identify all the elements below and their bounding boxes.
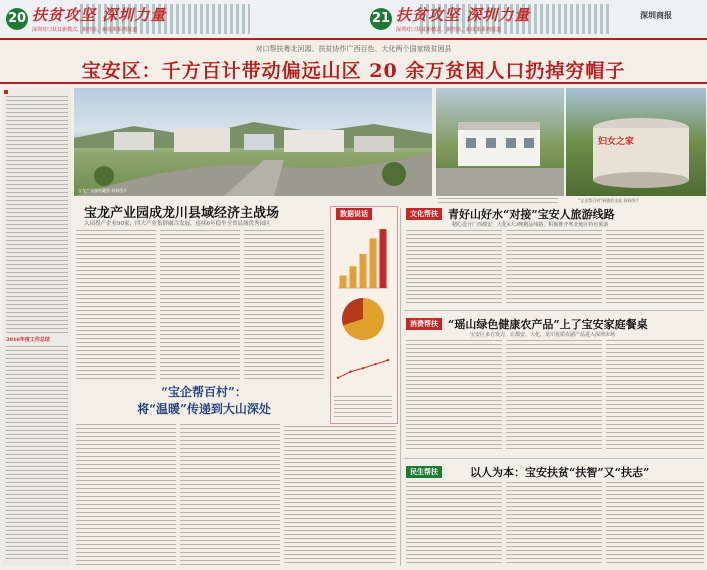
pie-chart bbox=[340, 296, 386, 342]
banner-subtitle-left: 深圳对口扶贫新模式、新经验、新成果系列报道 bbox=[32, 27, 138, 33]
page-number-right: 21 bbox=[370, 8, 392, 30]
section-rule-1 bbox=[404, 310, 704, 311]
culture-col-3 bbox=[606, 230, 704, 306]
bar-2018 bbox=[380, 229, 387, 288]
bar-2017 bbox=[370, 238, 377, 288]
page-number-left: 20 bbox=[6, 8, 28, 30]
headline-rule bbox=[0, 82, 707, 84]
quote-village-line2: 将“温暖”传递到大山深处 bbox=[137, 402, 271, 416]
line-point-2 bbox=[362, 367, 364, 369]
left-column-text-2 bbox=[6, 346, 68, 562]
section-rule-2 bbox=[404, 458, 704, 459]
industrial-park-caption: 宝龙产业园鸟瞰图 资料图片 bbox=[78, 188, 128, 193]
village-photo-caption-lines bbox=[438, 198, 558, 206]
village-building-photo bbox=[436, 88, 564, 196]
line-point-4 bbox=[387, 359, 389, 361]
livelihood-col-2 bbox=[506, 482, 602, 566]
consumption-col-3 bbox=[606, 340, 704, 452]
consumption-title: “瑶山绿色健康农产品”上了宝安家庭餐桌 bbox=[448, 318, 648, 331]
consumption-label: 消费帮扶 bbox=[406, 318, 442, 330]
data-box-notes bbox=[334, 396, 392, 418]
quote-village-col-2 bbox=[180, 424, 280, 566]
industrial-park-title: 宝龙产业园成龙川县域经济主战场 bbox=[84, 206, 280, 221]
bar-chart bbox=[334, 222, 392, 292]
banner-title-right: 扶贫攻坚 深圳力量 bbox=[396, 6, 531, 24]
consumption-col-1 bbox=[406, 340, 502, 452]
data-box-label: 数据说话 bbox=[336, 208, 372, 220]
left-column-quote: 2016年度工作总结 bbox=[6, 337, 50, 343]
banner-subtitle-right: 深圳对口扶贫新模式、新经验、新成果系列报道 bbox=[396, 27, 502, 33]
line-point-3 bbox=[374, 363, 376, 365]
column-divider bbox=[400, 208, 401, 566]
line-point-0 bbox=[337, 377, 339, 379]
consumption-col-2 bbox=[506, 340, 602, 452]
livelihood-col-1 bbox=[406, 482, 502, 566]
left-column-bullet bbox=[4, 90, 8, 94]
water-tank-photo bbox=[566, 88, 706, 196]
bar-2014 bbox=[340, 276, 347, 288]
culture-subtitle: 精心设计广西都安、大化4天3晚精品线路，积极推介粤北地区特色旅游 bbox=[452, 222, 609, 228]
water-tank-caption: “宝企帮百村”捐建的水池 资料图片 bbox=[578, 198, 640, 203]
industrial-park-col-1 bbox=[76, 230, 156, 380]
newspaper-logo: 深圳商报 bbox=[640, 11, 672, 20]
line-chart bbox=[334, 350, 392, 392]
industrial-park-col-2 bbox=[160, 230, 240, 380]
quote-village-col-3 bbox=[284, 426, 396, 566]
culture-title: 青好山好水“对接”宝安人旅游线路 bbox=[448, 208, 615, 221]
water-tank-text: 妇女之家 bbox=[598, 137, 635, 147]
bar-2016 bbox=[360, 254, 367, 288]
bar-2015 bbox=[350, 266, 357, 288]
banner-title-left: 扶贫攻坚 深圳力量 bbox=[32, 6, 167, 24]
livelihood-title: 以人为本：宝安扶贫“扶智”又“扶志” bbox=[470, 466, 650, 479]
culture-label: 文化帮扶 bbox=[406, 208, 442, 220]
livelihood-col-3 bbox=[606, 482, 704, 566]
consumption-subtitle: 宝安区多方发力，让都安、大化、龙川优质农副产品进入深圳市场 bbox=[470, 332, 616, 338]
industrial-park-photo bbox=[74, 88, 432, 196]
culture-col-1 bbox=[406, 230, 502, 306]
industrial-park-col-3 bbox=[244, 230, 324, 380]
line-point-1 bbox=[349, 370, 351, 372]
culture-col-2 bbox=[506, 230, 602, 306]
lead-kicker: 对口帮扶粤北河源、扶贫协作广西百色、大化两个国家级贫困县 bbox=[255, 45, 452, 53]
livelihood-label: 民生帮扶 bbox=[406, 466, 442, 478]
quote-village-col-1 bbox=[76, 424, 176, 566]
quote-village-line1: “宝企帮百村”： bbox=[161, 385, 247, 399]
left-column-text bbox=[6, 96, 68, 336]
lead-headline: 宝安区：千方百计带动偏远山区 20 余万贫困人口扔掉穷帽子 bbox=[81, 60, 626, 82]
industrial-park-subtitle: 入园投产企业90家，四大产业集群融合发展，连续6年稳坐全省县域优秀园区 bbox=[84, 221, 271, 227]
